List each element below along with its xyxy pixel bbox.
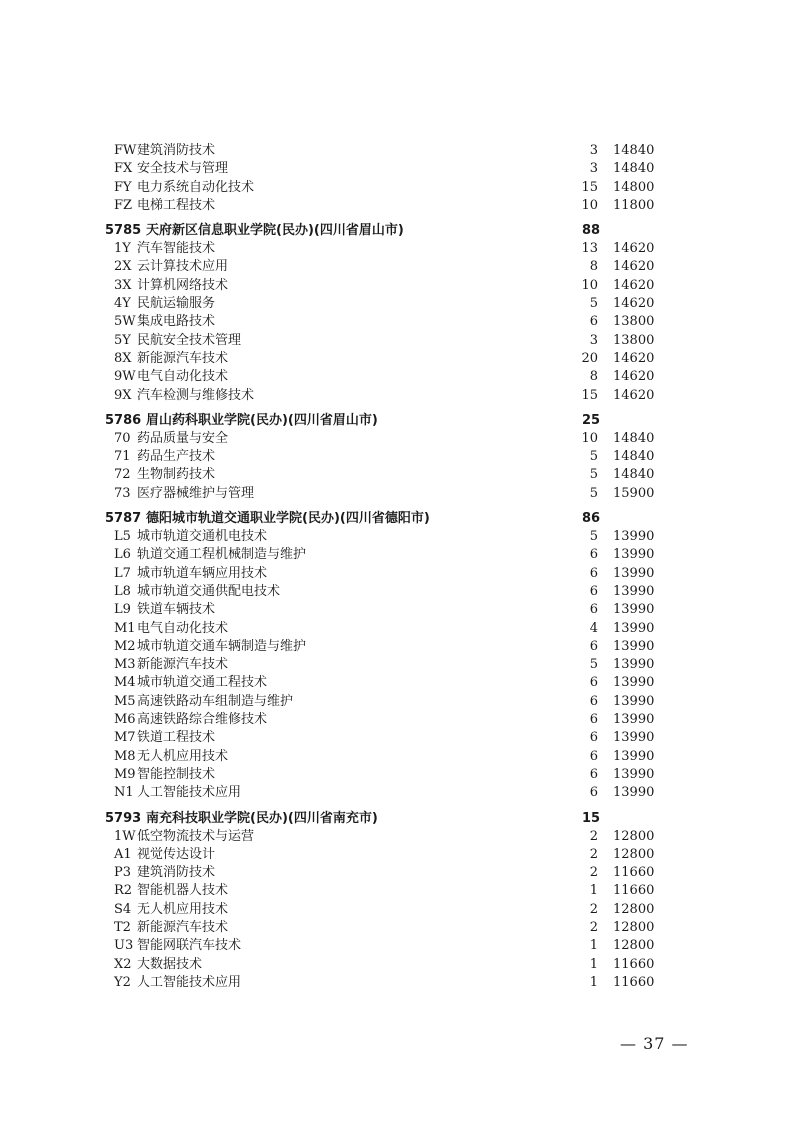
tuition-fee: 14840 — [613, 161, 655, 177]
major-code: A1 — [114, 846, 132, 862]
tuition-fee: 13990 — [613, 748, 655, 764]
tuition-fee: 11800 — [613, 197, 655, 213]
tuition-fee: 12800 — [613, 901, 655, 917]
school-name: 德阳城市轨道交通职业学院(民办)(四川省德阳市) — [146, 511, 430, 527]
major-code: FX — [114, 161, 133, 177]
tuition-fee: 13990 — [613, 583, 655, 599]
major-code: 5W — [114, 314, 136, 330]
major-code: 4Y — [114, 296, 131, 312]
major-row — [0, 937, 800, 955]
major-name: 民航安全技术管理 — [137, 332, 242, 348]
major-code: M2 — [114, 638, 136, 654]
enrollment-count: 1 — [589, 938, 598, 954]
major-code: P3 — [114, 865, 132, 881]
major-code: U3 — [114, 938, 134, 954]
major-row — [0, 448, 800, 466]
enrollment-count: 6 — [589, 547, 598, 563]
tuition-fee: 14620 — [613, 241, 655, 257]
major-code: M9 — [114, 766, 136, 782]
tuition-fee: 13990 — [613, 529, 655, 545]
major-name: 电气自动化技术 — [137, 620, 229, 636]
major-name: 无人机应用技术 — [137, 901, 229, 917]
tuition-fee: 12800 — [613, 846, 655, 862]
tuition-fee: 13990 — [613, 547, 655, 563]
page-number: — 37 — — [620, 1034, 689, 1053]
major-name: 新能源汽车技术 — [137, 919, 229, 935]
enrollment-count: 6 — [589, 602, 598, 618]
major-code: 2X — [114, 259, 132, 275]
major-name: 医疗器械维护与管理 — [137, 485, 255, 501]
major-row — [0, 901, 800, 919]
major-name: 智能网联汽车技术 — [137, 938, 242, 954]
major-row — [0, 766, 800, 784]
major-code: R2 — [114, 883, 133, 899]
major-code: L9 — [114, 602, 131, 618]
tuition-fee: 13990 — [613, 766, 655, 782]
tuition-fee: 14800 — [613, 179, 655, 195]
tuition-fee: 13990 — [613, 730, 655, 746]
major-name: 低空物流技术与运营 — [137, 828, 255, 844]
major-code: FY — [114, 179, 132, 195]
enrollment-count: 15 — [581, 179, 598, 195]
enrollment-count: 4 — [589, 620, 598, 636]
major-row — [0, 430, 800, 448]
enrollment-count: 5 — [589, 467, 598, 483]
enrollment-count: 6 — [589, 565, 598, 581]
enrollment-count: 1 — [589, 883, 598, 899]
major-code: M3 — [114, 657, 136, 673]
tuition-fee: 13990 — [613, 602, 655, 618]
enrollment-plan-table — [0, 142, 800, 992]
enrollment-count: 6 — [589, 314, 598, 330]
school-code: 5786 — [105, 412, 142, 428]
enrollment-count: 8 — [589, 259, 598, 275]
enrollment-count: 10 — [581, 197, 598, 213]
major-code: L6 — [114, 547, 131, 563]
major-row — [0, 485, 800, 503]
major-code: 8X — [114, 350, 132, 366]
enrollment-count: 2 — [589, 828, 598, 844]
enrollment-count: 10 — [581, 430, 598, 446]
tuition-fee: 13990 — [613, 620, 655, 636]
enrollment-count: 10 — [581, 277, 598, 293]
major-name: 新能源汽车技术 — [137, 657, 229, 673]
tuition-fee: 13990 — [613, 785, 655, 801]
enrollment-count: 2 — [589, 919, 598, 935]
school-total: 15 — [582, 810, 601, 826]
enrollment-count: 1 — [589, 956, 598, 972]
tuition-fee: 12800 — [613, 938, 655, 954]
tuition-fee: 13990 — [613, 657, 655, 673]
major-row — [0, 748, 800, 766]
major-name: 集成电路技术 — [137, 314, 216, 330]
enrollment-count: 5 — [589, 485, 598, 501]
major-name: 人工智能技术应用 — [137, 785, 242, 801]
tuition-fee: 14840 — [613, 449, 655, 465]
major-row — [0, 674, 800, 692]
enrollment-count: 3 — [589, 332, 598, 348]
major-name: 云计算技术应用 — [137, 259, 229, 275]
major-code: FZ — [114, 197, 133, 213]
major-row — [0, 313, 800, 331]
tuition-fee: 14840 — [613, 143, 655, 158]
tuition-fee: 14620 — [613, 259, 655, 275]
major-name: 电梯工程技术 — [137, 197, 216, 213]
major-row — [0, 179, 800, 197]
major-row — [0, 956, 800, 974]
major-name: 高速铁路综合维修技术 — [137, 712, 268, 728]
tuition-fee: 11660 — [613, 865, 655, 881]
major-code: M7 — [114, 730, 136, 746]
tuition-fee: 14620 — [613, 350, 655, 366]
major-row — [0, 864, 800, 882]
major-code: L8 — [114, 583, 131, 599]
enrollment-count: 20 — [581, 350, 598, 366]
major-name: 新能源汽车技术 — [137, 350, 229, 366]
school-code: 5785 — [105, 223, 142, 239]
major-row — [0, 160, 800, 178]
major-name: 药品质量与安全 — [137, 430, 229, 446]
major-name: 建筑消防技术 — [137, 143, 216, 158]
major-row — [0, 528, 800, 546]
major-name: 城市轨道交通机电技术 — [137, 529, 268, 545]
major-code: X2 — [114, 956, 132, 972]
school-total: 25 — [582, 412, 601, 428]
tuition-fee: 11660 — [613, 956, 655, 972]
tuition-fee: 12800 — [613, 919, 655, 935]
tuition-fee: 14620 — [613, 277, 655, 293]
major-code: 72 — [114, 467, 131, 483]
school-header — [0, 809, 800, 828]
major-name: 视觉传达设计 — [137, 846, 216, 862]
major-row — [0, 546, 800, 564]
major-code: M8 — [114, 748, 136, 764]
major-row — [0, 638, 800, 656]
major-name: 安全技术与管理 — [137, 161, 229, 177]
major-row — [0, 601, 800, 619]
major-code: M6 — [114, 712, 136, 728]
school-header — [0, 411, 800, 430]
major-code: 9W — [114, 369, 136, 385]
school-code: 5787 — [105, 511, 142, 527]
major-code: 5Y — [114, 332, 131, 348]
major-code: M5 — [114, 693, 136, 709]
tuition-fee: 14620 — [613, 369, 655, 385]
enrollment-count: 5 — [589, 449, 598, 465]
tuition-fee: 14620 — [613, 296, 655, 312]
major-row — [0, 693, 800, 711]
major-row — [0, 258, 800, 276]
major-row — [0, 142, 800, 160]
major-row — [0, 846, 800, 864]
major-code: 70 — [114, 430, 131, 446]
tuition-fee: 11660 — [613, 883, 655, 899]
major-code: FW — [114, 143, 137, 158]
enrollment-count: 6 — [589, 675, 598, 691]
major-code: Y2 — [114, 974, 131, 990]
tuition-fee: 13800 — [613, 314, 655, 330]
major-row — [0, 620, 800, 638]
major-name: 汽车检测与维修技术 — [137, 387, 255, 403]
major-name: 人工智能技术应用 — [137, 974, 242, 990]
major-name: 高速铁路动车组制造与维护 — [137, 693, 294, 709]
major-row — [0, 882, 800, 900]
major-code: 9X — [114, 387, 132, 403]
enrollment-count: 5 — [589, 529, 598, 545]
major-name: 大数据技术 — [137, 956, 203, 972]
major-row — [0, 656, 800, 674]
major-row — [0, 828, 800, 846]
major-code: 73 — [114, 485, 131, 501]
major-row — [0, 583, 800, 601]
major-code: M1 — [114, 620, 136, 636]
tuition-fee: 13990 — [613, 565, 655, 581]
school-name: 眉山药科职业学院(民办)(四川省眉山市) — [146, 412, 378, 428]
major-row — [0, 711, 800, 729]
major-row — [0, 974, 800, 992]
major-name: 计算机网络技术 — [137, 277, 229, 293]
major-row — [0, 466, 800, 484]
major-code: 3X — [114, 277, 132, 293]
major-row — [0, 919, 800, 937]
major-name: 生物制药技术 — [137, 467, 216, 483]
tuition-fee: 11660 — [613, 974, 655, 990]
major-code: M4 — [114, 675, 136, 691]
major-code: L5 — [114, 529, 131, 545]
major-name: 轨道交通工程机械制造与维护 — [137, 547, 307, 563]
major-code: L7 — [114, 565, 131, 581]
tuition-fee: 13990 — [613, 693, 655, 709]
school-total: 86 — [582, 511, 601, 527]
tuition-fee: 14840 — [613, 467, 655, 483]
enrollment-count: 3 — [589, 143, 598, 158]
major-name: 建筑消防技术 — [137, 865, 216, 881]
major-name: 电力系统自动化技术 — [137, 179, 255, 195]
enrollment-count: 8 — [589, 369, 598, 385]
major-row — [0, 332, 800, 350]
major-row — [0, 277, 800, 295]
enrollment-count: 2 — [589, 846, 598, 862]
school-total: 88 — [582, 223, 601, 239]
major-row — [0, 729, 800, 747]
major-name: 铁道车辆技术 — [137, 602, 216, 618]
tuition-fee: 14840 — [613, 430, 655, 446]
enrollment-count: 15 — [581, 387, 598, 403]
school-header — [0, 509, 800, 528]
major-row — [0, 295, 800, 313]
enrollment-count: 6 — [589, 785, 598, 801]
major-row — [0, 784, 800, 802]
major-name: 智能控制技术 — [137, 766, 216, 782]
major-name: 民航运输服务 — [137, 296, 216, 312]
tuition-fee: 12800 — [613, 828, 655, 844]
tuition-fee: 15900 — [613, 485, 655, 501]
enrollment-count: 6 — [589, 583, 598, 599]
major-name: 城市轨道车辆应用技术 — [137, 565, 268, 581]
major-row — [0, 368, 800, 386]
enrollment-count: 2 — [589, 901, 598, 917]
enrollment-count: 6 — [589, 693, 598, 709]
enrollment-count: 5 — [589, 657, 598, 673]
enrollment-count: 6 — [589, 730, 598, 746]
enrollment-count: 5 — [589, 296, 598, 312]
tuition-fee: 13990 — [613, 675, 655, 691]
major-name: 电气自动化技术 — [137, 369, 229, 385]
enrollment-count: 6 — [589, 748, 598, 764]
enrollment-count: 6 — [589, 638, 598, 654]
school-name: 南充科技职业学院(民办)(四川省南充市) — [146, 810, 378, 826]
major-code: T2 — [114, 919, 131, 935]
tuition-fee: 14620 — [613, 387, 655, 403]
major-row — [0, 565, 800, 583]
tuition-fee: 13990 — [613, 638, 655, 654]
major-name: 城市轨道交通工程技术 — [137, 675, 268, 691]
school-code: 5793 — [105, 810, 142, 826]
major-code: 1Y — [114, 241, 131, 257]
major-name: 城市轨道交通车辆制造与维护 — [137, 638, 307, 654]
major-code: N1 — [114, 785, 134, 801]
enrollment-count: 3 — [589, 161, 598, 177]
enrollment-count: 6 — [589, 712, 598, 728]
enrollment-count: 13 — [581, 241, 598, 257]
major-name: 城市轨道交通供配电技术 — [137, 583, 281, 599]
major-name: 铁道工程技术 — [137, 730, 216, 746]
tuition-fee: 13800 — [613, 332, 655, 348]
major-row — [0, 387, 800, 405]
major-code: 1W — [114, 828, 136, 844]
enrollment-count: 6 — [589, 766, 598, 782]
major-row — [0, 240, 800, 258]
major-name: 药品生产技术 — [137, 449, 216, 465]
major-row — [0, 197, 800, 215]
major-name: 汽车智能技术 — [137, 241, 216, 257]
tuition-fee: 13990 — [613, 712, 655, 728]
major-code: S4 — [114, 901, 132, 917]
major-row — [0, 350, 800, 368]
major-code: 71 — [114, 449, 131, 465]
school-header — [0, 221, 800, 240]
enrollment-count: 2 — [589, 865, 598, 881]
enrollment-count: 1 — [589, 974, 598, 990]
major-name: 智能机器人技术 — [137, 883, 229, 899]
school-name: 天府新区信息职业学院(民办)(四川省眉山市) — [146, 223, 404, 239]
major-name: 无人机应用技术 — [137, 748, 229, 764]
